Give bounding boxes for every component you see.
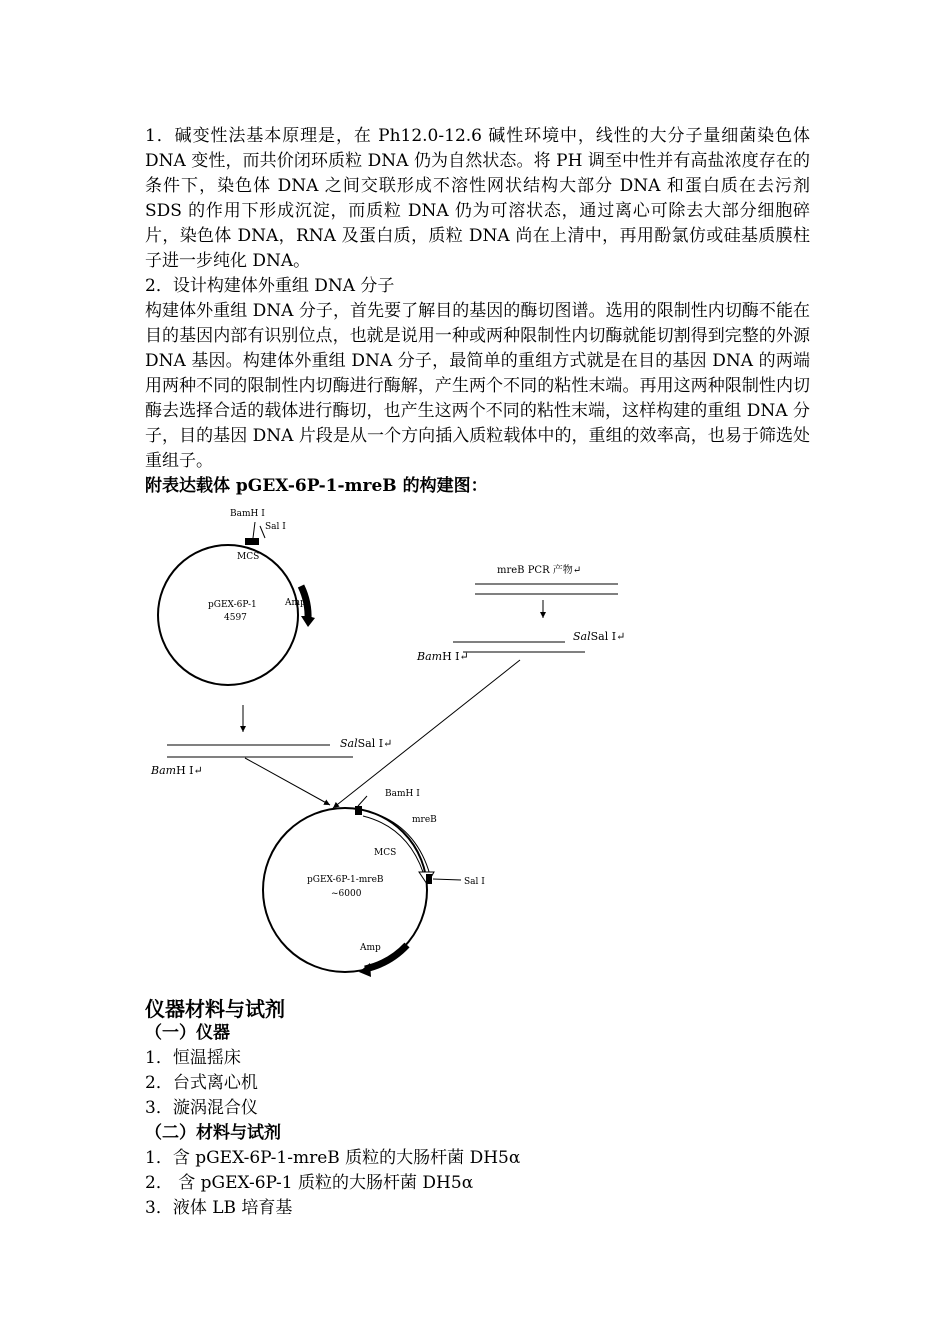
amp-arrowhead	[301, 616, 315, 627]
vector-cut-fragment	[150, 737, 392, 777]
amp-label: Amp	[285, 598, 306, 608]
sal1-label-2: Sal Ⅰ	[464, 877, 485, 887]
plasmid-size: 4597	[224, 613, 247, 623]
vector-bam-label: BamH Ⅰ↵	[151, 764, 203, 777]
instrument-item: 1．恒温摇床	[145, 1048, 241, 1068]
mreb-label: mreB	[412, 815, 437, 825]
plasmid-name: pGEX-6P-1	[208, 600, 257, 610]
sal1-site-block	[426, 874, 432, 884]
instrument-item: 2．台式离心机	[145, 1073, 258, 1093]
reagent-item: 1．含 pGEX-6P-1-mreB 质粒的大肠杆菌 DH5α	[145, 1148, 521, 1168]
pcr-bam-label: BamH Ⅰ↵	[417, 650, 469, 663]
figure-caption: 附表达载体 pGEX-6P-1-mreB 的构建图：	[145, 476, 488, 496]
vector-sal-label: SalSal Ⅰ↵	[340, 737, 393, 750]
reagent-item: 3．液体 LB 培育基	[145, 1198, 293, 1218]
materials-title: 仪器材料与试剂	[145, 997, 285, 1021]
instruments-heading: （一）仪器	[145, 1023, 230, 1043]
pcr-title: mreB PCR 产物↵	[497, 565, 582, 576]
design-paragraph: 构建体外重组 DNA 分子，首先要了解目的基因的酶切图谱。选用的限制性内切酶不能在目的基因内部有识别位点，也就是说用一种或两种限制性内切酶就能切割得到完整的外源 DNA 基因。构建体外重组 DNA 分子，最简单的重组方式就是在目的基因 DNA 的两端用两种不同的限制性内切酶进行酶解，产生两个不同的粘性末端。再用这两种限制性内切酶去选择合适的载体进行酶切，也产生这两个不同的粘性末端，这样构建的重组 DNA 分子，目的基因 DNA 片段是从一个方向插入质粒载体中的，重组的效率高，也易于筛选处重组子。	[145, 301, 810, 471]
bamh1-site-block	[355, 806, 362, 815]
plasmid-pgex-6p-1	[158, 509, 315, 685]
pcr-product	[416, 563, 625, 663]
construction-diagram	[145, 500, 645, 990]
section2-heading: 2．设计构建体外重组 DNA 分子	[145, 276, 395, 296]
principle-paragraph: 1．碱变性法基本原理是，在 Ph12.0-12.6 碱性环境中，线性的大分子量细菌染色体 DNA 变性，而共价闭环质粒 DNA 仍为自然状态。将 PH 调至中性并有高盐浓度存在的条件下，染色体 DNA 之间交联形成不溶性网状结构大部分 DNA 和蛋白质在去污剂 SDS 的作用下形成沉淀，而质粒 DNA 仍为可溶状态，通过离心可除去大部分细胞碎片，染色体 DNA，RNA 及蛋白质，质粒 DNA 尚在上清中，再用酚氯仿或硅基质膜柱子进一步纯化 DNA。	[145, 126, 810, 271]
sal1-label: Sal Ⅰ	[265, 522, 286, 532]
reagents-heading: （二）材料与试剂	[145, 1123, 281, 1143]
plasmid2-name: pGEX-6P-1-mreB	[307, 875, 384, 885]
instrument-item: 3．漩涡混合仪	[145, 1098, 258, 1118]
plasmid-pgex-6p-1-mreb	[263, 789, 485, 977]
bamh1-label: BamH Ⅰ	[230, 509, 265, 519]
mcs-label-2: MCS	[374, 848, 397, 858]
plasmid2-size: ~6000	[331, 889, 362, 899]
reagent-item: 2． 含 pGEX-6P-1 质粒的大肠杆菌 DH5α	[145, 1173, 474, 1193]
amp-label-2: Amp	[360, 943, 381, 953]
bamh1-label-2: BamH Ⅰ	[385, 789, 420, 799]
pcr-sal-label: SalSal Ⅰ↵	[573, 630, 626, 643]
mcs-label: MCS	[237, 552, 260, 562]
mcs-block	[245, 538, 259, 545]
